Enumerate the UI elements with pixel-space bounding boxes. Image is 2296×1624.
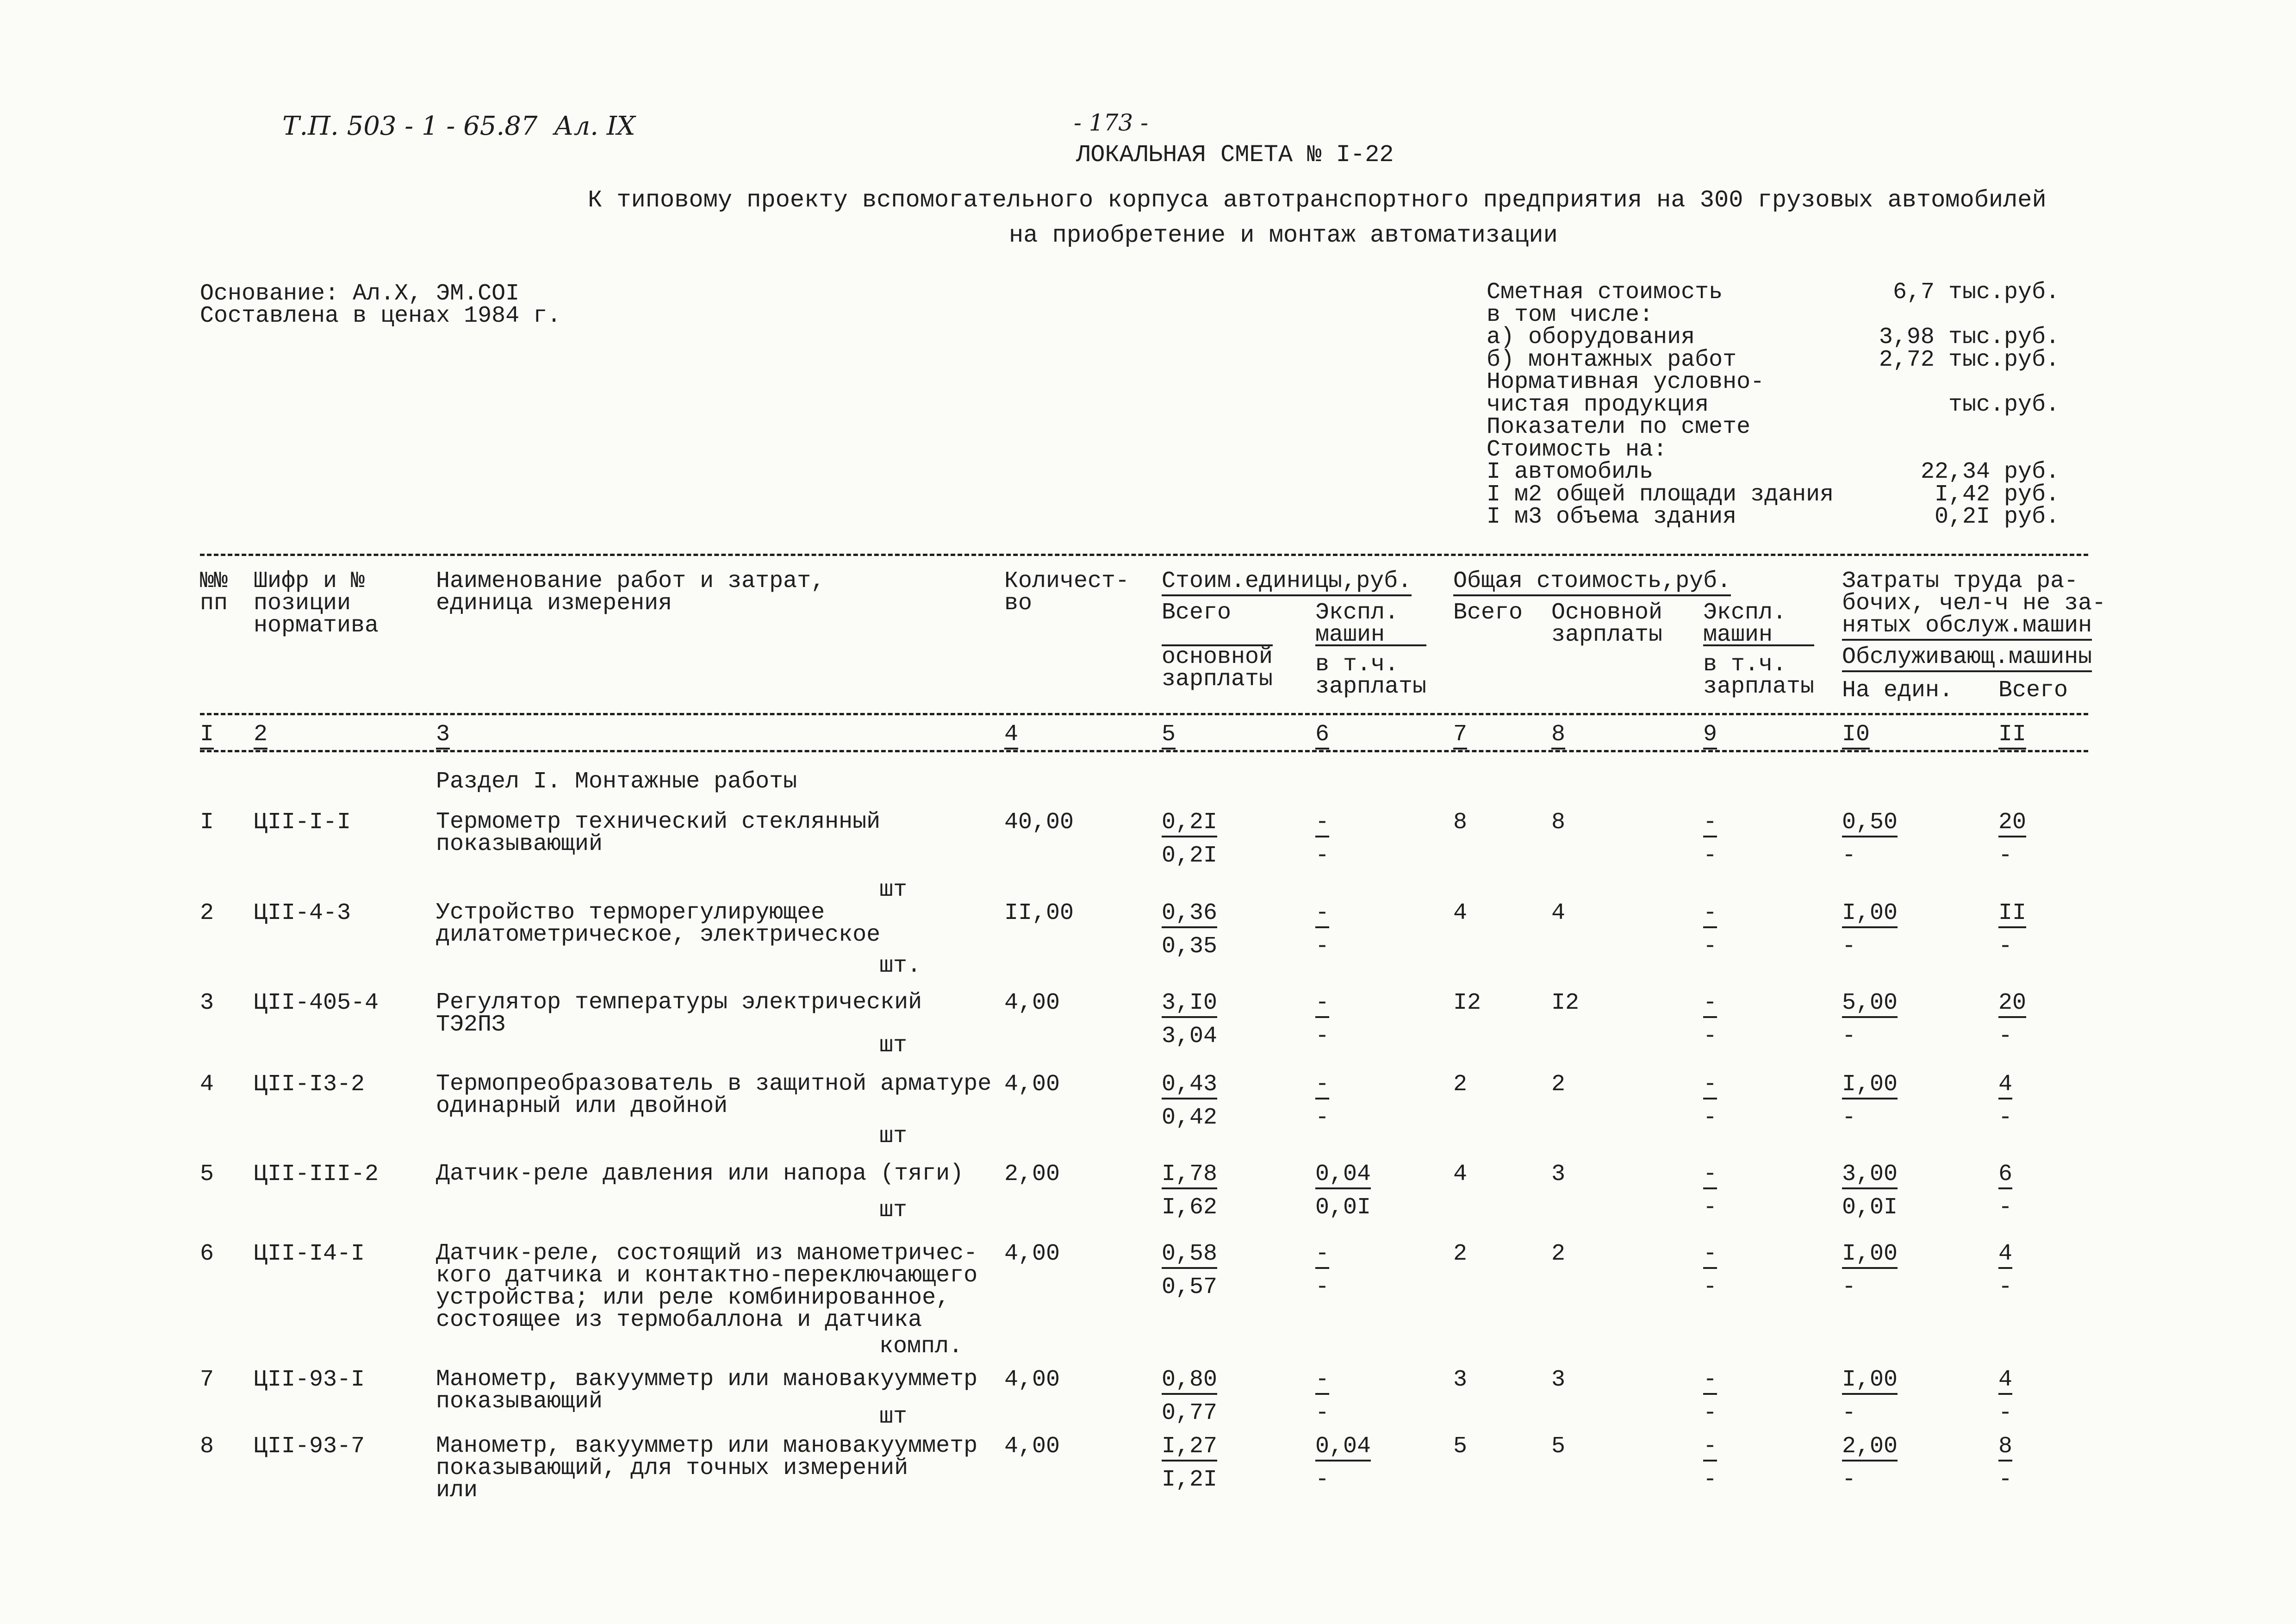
row-total-all: 5: [1453, 1433, 1468, 1460]
row-unit-total: [1162, 902, 1217, 925]
summary-value: 6,7 тыс.руб.: [1892, 279, 2060, 306]
row-unit-mach-value: -: [1315, 1071, 1329, 1099]
column-number-value: 9: [1703, 721, 1717, 750]
row-unit-total: [1162, 1073, 1217, 1096]
row-name: Регулятор температуры электрический ТЭ2ПЗ: [436, 989, 922, 1038]
page-title: ЛОКАЛЬНАЯ СМЕТА № I-22: [1076, 141, 1394, 169]
summary-label: Сметная стоимость: [1487, 279, 1723, 306]
row-labor-unit: [1842, 1163, 1898, 1186]
row-labor-total: [1998, 1073, 2012, 1096]
row-unit-total-value: 0,43: [1162, 1071, 1217, 1099]
row-labor-unit-2: -: [1842, 1023, 1856, 1049]
row-unit-mach-value: -: [1315, 900, 1329, 928]
column-number: [200, 723, 214, 746]
row-quantity: 4,00: [1004, 990, 1060, 1016]
row-total-mach-value: -: [1703, 900, 1717, 928]
column-number: [1162, 723, 1176, 746]
col-header-code: Шифр и № позиции норматива: [254, 568, 379, 639]
row-number: 7: [200, 1367, 214, 1393]
total-cost-title: Общая стоимость,руб.: [1453, 568, 1731, 596]
column-number: [1453, 723, 1467, 746]
row-labor-unit: [1842, 1073, 1898, 1096]
summary-label: I автомобиль: [1487, 459, 1654, 485]
section-title: Раздел I. Монтажные работы: [436, 768, 797, 795]
row-labor-total-2: -: [1998, 1023, 2013, 1049]
row-labor-total: [1998, 811, 2026, 834]
row-unit-base: I,2I: [1162, 1467, 1218, 1493]
header-bottom-rule: [200, 713, 2088, 715]
row-unit-base: 0,35: [1162, 933, 1218, 960]
row-labor-total-2: -: [1998, 1467, 2013, 1493]
row-labor-unit-2: -: [1842, 1274, 1856, 1300]
row-total-mach: [1703, 992, 1717, 1015]
row-total-mach: [1703, 811, 1717, 834]
column-number-rule: [200, 750, 2088, 752]
row-labor-unit-2: -: [1842, 1400, 1856, 1426]
unit-cost-title: Стоим.единицы,руб.: [1162, 568, 1412, 596]
summary-label: а) оборудования: [1487, 324, 1695, 350]
summary-label: Нормативная условно-: [1487, 369, 1765, 395]
row-unit-base: 0,77: [1162, 1400, 1218, 1426]
row-total-mach-value: -: [1703, 1071, 1717, 1099]
unit-rule-right: [1315, 644, 1426, 646]
row-unit-total: [1162, 1368, 1217, 1392]
row-total-mach-value: -: [1703, 1367, 1717, 1395]
summary-value: 3,98 тыс.руб.: [1879, 324, 2060, 350]
row-total-base: 8: [1551, 809, 1566, 836]
row-number: 6: [200, 1241, 214, 1267]
row-unit-total-value: 3,I0: [1162, 990, 1217, 1018]
summary-label: б) монтажных работ: [1487, 346, 1737, 373]
row-unit-total: [1162, 811, 1217, 834]
row-name: Манометр, вакуумметр или мановакуумметр показывающий, для точных измерений или: [436, 1433, 978, 1504]
row-total-base: 5: [1551, 1433, 1566, 1460]
row-labor-total-value: II: [1998, 900, 2026, 928]
row-total-mach: [1703, 1163, 1717, 1186]
row-total-mach-value: -: [1703, 1241, 1717, 1269]
row-labor-unit-2: 0,0I: [1842, 1194, 1898, 1221]
row-total-mach-wage: -: [1703, 843, 1717, 869]
row-name: Датчик-реле давления или напора (тяги): [436, 1161, 964, 1187]
row-labor-total-value: 4: [1998, 1241, 2012, 1269]
column-number: [436, 723, 450, 746]
row-number: 2: [200, 900, 214, 926]
row-labor-unit: [1842, 992, 1898, 1015]
row-unit-total: [1162, 1243, 1217, 1266]
row-code: ЦII-4-3: [254, 900, 351, 926]
page-number: - 173 -: [1074, 109, 1149, 136]
row-labor-total: [1998, 992, 2026, 1015]
row-total-mach-value: -: [1703, 809, 1717, 837]
row-unit: шт: [879, 877, 908, 903]
row-unit: компл.: [879, 1333, 963, 1360]
row-total-mach-value: -: [1703, 1161, 1717, 1189]
row-unit: шт: [879, 1032, 908, 1059]
row-code: ЦII-I3-2: [254, 1071, 365, 1098]
column-number-value: 2: [254, 721, 268, 750]
row-labor-unit-2: -: [1842, 1105, 1856, 1131]
row-code: ЦII-93-7: [254, 1433, 365, 1460]
row-total-base: 2: [1551, 1071, 1566, 1098]
row-unit-mach-wage: -: [1315, 1023, 1330, 1049]
summary-label: I м2 общей площади здания: [1487, 481, 1834, 508]
col-header-unit-cost: [1162, 570, 1412, 593]
row-labor-unit: [1842, 1368, 1898, 1392]
col-header-total-mach: Экспл. машин: [1703, 600, 1787, 648]
row-total-base: I2: [1551, 990, 1580, 1016]
row-total-mach-value: -: [1703, 990, 1717, 1018]
summary-value: 22,34 руб.: [1920, 459, 2060, 485]
row-unit-base: I,62: [1162, 1194, 1218, 1221]
row-labor-total: [1998, 1243, 2012, 1266]
row-total-mach-wage: -: [1703, 1105, 1717, 1131]
row-labor-total-2: -: [1998, 843, 2013, 869]
row-quantity: 4,00: [1004, 1367, 1060, 1393]
column-number-value: 7: [1453, 721, 1467, 750]
row-number: 5: [200, 1161, 214, 1187]
row-unit-total-value: 0,80: [1162, 1367, 1217, 1395]
column-number: [1703, 723, 1717, 746]
row-name: Датчик-реле, состоящий из манометричес- кого датчика и контактно-переключающего устройства; или реле комбинированное, состоящее из термобаллона и датчика: [436, 1240, 978, 1333]
col-header-unit-base: основной зарплаты: [1162, 644, 1273, 693]
col-header-total-cost: [1453, 570, 1731, 593]
row-unit-mach: [1315, 902, 1329, 925]
row-unit-total: [1162, 1435, 1217, 1458]
row-unit-base: 0,42: [1162, 1105, 1218, 1131]
row-total-all: 3: [1453, 1367, 1468, 1393]
row-unit-mach: [1315, 1368, 1329, 1392]
row-total-mach: [1703, 1368, 1717, 1392]
row-total-all: I2: [1453, 990, 1481, 1016]
row-labor-total: [1998, 1368, 2012, 1392]
column-number-value: II: [1998, 721, 2026, 750]
row-labor-total-2: -: [1998, 933, 2013, 960]
row-number: I: [200, 809, 214, 836]
row-labor-unit: [1842, 811, 1898, 834]
row-number: 3: [200, 990, 214, 1016]
row-unit-mach: [1315, 1073, 1329, 1096]
row-labor-unit: [1842, 1243, 1898, 1266]
column-number-value: 5: [1162, 721, 1176, 750]
row-labor-total-value: 20: [1998, 990, 2026, 1018]
row-labor-unit: [1842, 1435, 1898, 1458]
row-labor-total-value: 8: [1998, 1433, 2012, 1462]
row-labor-total-2: -: [1998, 1274, 2013, 1300]
row-quantity: 4,00: [1004, 1433, 1060, 1460]
col-header-labor-2: бочих, чел-ч не за-: [1842, 590, 2106, 617]
row-unit-total-value: I,27: [1162, 1433, 1217, 1462]
row-unit-total-value: 0,36: [1162, 900, 1217, 928]
row-labor-unit-value: 2,00: [1842, 1433, 1898, 1462]
row-quantity: 4,00: [1004, 1071, 1060, 1098]
column-number: [1551, 723, 1565, 746]
summary-label: Показатели по смете: [1487, 414, 1751, 440]
prices-line: Составлена в ценах 1984 г.: [200, 303, 561, 329]
col-header-name: Наименование работ и затрат, единица измерения: [436, 568, 825, 617]
total-mach-rule: [1703, 644, 1814, 646]
row-total-all: 8: [1453, 809, 1468, 836]
summary-value: I,42 руб.: [1934, 481, 2060, 508]
row-total-mach-wage: -: [1703, 1023, 1717, 1049]
column-number: [1004, 723, 1018, 746]
column-number: [1315, 723, 1329, 746]
row-labor-unit-2: -: [1842, 933, 1856, 960]
column-number-value: 4: [1004, 721, 1018, 750]
col-header-per-unit: На един.: [1842, 677, 1954, 704]
column-number: [1842, 723, 1870, 746]
subtitle-line-2: на приобретение и монтаж автоматизации: [1009, 222, 1558, 249]
row-labor-unit-value: I,00: [1842, 1367, 1898, 1395]
row-total-all: 4: [1453, 1161, 1468, 1187]
row-labor-unit-value: I,00: [1842, 900, 1898, 928]
row-name: Манометр, вакуумметр или мановакуумметр показывающий: [436, 1366, 978, 1415]
row-unit-mach-value: -: [1315, 990, 1329, 1018]
col-header-labor-3: [1842, 612, 2092, 639]
column-number: [1998, 723, 2026, 746]
row-unit-base: 0,2I: [1162, 843, 1218, 869]
row-unit-mach-value: -: [1315, 1241, 1329, 1269]
row-unit: шт: [879, 1404, 908, 1430]
row-unit: шт: [879, 1123, 908, 1149]
row-labor-total-2: -: [1998, 1105, 2013, 1131]
row-name: Устройство терморегулирующее дилатометрическое, электрическое: [436, 899, 881, 948]
row-code: ЦII-I-I: [254, 809, 351, 836]
row-labor-unit-value: 3,00: [1842, 1161, 1898, 1189]
row-total-all: 2: [1453, 1241, 1468, 1267]
labor-line-4: Обслуживающ.машины: [1842, 644, 2092, 672]
row-name: Термометр технический стеклянный показывающий: [436, 809, 881, 857]
col-header-labor-4: [1842, 646, 2092, 668]
row-total-mach: [1703, 1243, 1717, 1266]
summary-label: Стоимость на:: [1487, 436, 1668, 463]
row-labor-total-2: -: [1998, 1400, 2013, 1426]
row-labor-total-value: 4: [1998, 1367, 2012, 1395]
column-number: [254, 723, 268, 746]
row-unit-mach: [1315, 1163, 1371, 1186]
column-number-value: 6: [1315, 721, 1329, 750]
row-total-mach: [1703, 1435, 1717, 1458]
row-unit-mach-wage: -: [1315, 843, 1330, 869]
row-unit-mach-wage: -: [1315, 1105, 1330, 1131]
document-stamp: Т.П. 503 - 1 - 65.87 Ал. IХ: [282, 111, 635, 141]
column-number-value: I: [200, 721, 214, 750]
row-unit-mach-value: -: [1315, 809, 1329, 837]
row-unit-mach-wage: -: [1315, 1400, 1330, 1426]
row-total-mach-wage: -: [1703, 1467, 1717, 1493]
row-total-all: 4: [1453, 900, 1468, 926]
col-header-total-all: Всего: [1453, 600, 1523, 626]
unit-rule-left: [1162, 644, 1273, 646]
row-labor-unit-value: 5,00: [1842, 990, 1898, 1018]
row-labor-unit-value: I,00: [1842, 1241, 1898, 1269]
row-unit-total-value: I,78: [1162, 1161, 1217, 1189]
column-number-value: 3: [436, 721, 450, 750]
row-quantity: 40,00: [1004, 809, 1074, 836]
row-quantity: II,00: [1004, 900, 1074, 926]
row-unit-total: [1162, 992, 1217, 1015]
row-total-mach: [1703, 1073, 1717, 1096]
row-total-base: 4: [1551, 900, 1566, 926]
row-labor-unit-2: -: [1842, 1467, 1856, 1493]
row-labor-total: [1998, 1435, 2012, 1458]
row-total-mach-wage: -: [1703, 1274, 1717, 1300]
row-unit-mach-value: -: [1315, 1367, 1329, 1395]
row-total-mach-wage: -: [1703, 933, 1717, 960]
row-unit-mach: [1315, 992, 1329, 1015]
row-quantity: 4,00: [1004, 1241, 1060, 1267]
row-unit-mach-wage: 0,0I: [1315, 1194, 1371, 1221]
basis-line: Основание: Ал.Х, ЭМ.СОI: [200, 281, 520, 307]
row-unit-total: [1162, 1163, 1217, 1186]
row-unit-mach-value: 0,04: [1315, 1161, 1371, 1189]
row-code: ЦII-93-I: [254, 1367, 365, 1393]
col-header-number: №№ пп: [200, 568, 228, 617]
row-labor-unit: [1842, 902, 1898, 925]
col-header-labor-total: Всего: [1998, 677, 2068, 704]
row-labor-total-value: 6: [1998, 1161, 2012, 1189]
row-code: ЦII-III-2: [254, 1161, 379, 1187]
row-unit: шт.: [879, 953, 921, 979]
row-labor-total-value: 20: [1998, 809, 2026, 837]
row-unit-mach: [1315, 1243, 1329, 1266]
row-unit-total-value: 0,58: [1162, 1241, 1217, 1269]
row-unit-mach: [1315, 1435, 1371, 1458]
col-header-total-mach-wage: в т.ч. зарплаты: [1703, 651, 1815, 700]
row-code: ЦII-405-4: [254, 990, 379, 1016]
summary-value: 2,72 тыс.руб.: [1879, 346, 2060, 373]
row-total-mach: [1703, 902, 1717, 925]
summary-label: чистая продукция: [1487, 391, 1709, 418]
row-labor-total: [1998, 1163, 2012, 1186]
row-unit-mach-wage: -: [1315, 1467, 1330, 1493]
row-unit: шт: [879, 1197, 908, 1224]
col-header-total-base: Основной зарплаты: [1551, 600, 1663, 648]
row-number: 8: [200, 1433, 214, 1460]
row-labor-total: [1998, 902, 2026, 925]
summary-value: тыс.руб.: [1948, 391, 2060, 418]
row-code: ЦII-I4-I: [254, 1241, 365, 1267]
row-quantity: 2,00: [1004, 1161, 1060, 1187]
header-top-rule: [200, 554, 2088, 556]
row-labor-unit-2: -: [1842, 843, 1856, 869]
row-unit-total-value: 0,2I: [1162, 809, 1217, 837]
col-header-unit-total: Всего: [1162, 600, 1232, 626]
row-total-mach-wage: -: [1703, 1194, 1717, 1221]
row-labor-total-value: 4: [1998, 1071, 2012, 1099]
row-total-mach-value: -: [1703, 1433, 1717, 1462]
row-unit-mach-wage: -: [1315, 933, 1330, 960]
row-total-all: 2: [1453, 1071, 1468, 1098]
col-header-labor-1: Затраты труда ра-: [1842, 568, 2078, 594]
col-header-quantity: Количест- во: [1004, 568, 1130, 617]
column-number-value: I0: [1842, 721, 1870, 750]
row-total-base: 3: [1551, 1161, 1566, 1187]
row-total-base: 2: [1551, 1241, 1566, 1267]
row-unit-base: 0,57: [1162, 1274, 1218, 1300]
summary-label: I м3 объема здания: [1487, 504, 1737, 530]
col-header-unit-mach: Экспл. машин: [1315, 600, 1399, 648]
row-name: Термопреобразователь в защитной арматуре одинарный или двойной: [436, 1071, 992, 1119]
col-header-unit-mach-wage: в т.ч. зарплаты: [1315, 651, 1427, 700]
row-number: 4: [200, 1071, 214, 1098]
row-labor-unit-value: I,00: [1842, 1071, 1898, 1099]
row-unit-mach-wage: -: [1315, 1274, 1330, 1300]
row-unit-mach: [1315, 811, 1329, 834]
summary-value: 0,2I руб.: [1934, 504, 2060, 530]
row-labor-unit-value: 0,50: [1842, 809, 1898, 837]
row-unit-mach-value: 0,04: [1315, 1433, 1371, 1462]
column-number-value: 8: [1551, 721, 1565, 750]
labor-line-3: нятых обслуж.машин: [1842, 612, 2092, 641]
row-labor-total-2: -: [1998, 1194, 2013, 1221]
row-unit-base: 3,04: [1162, 1023, 1218, 1049]
row-total-base: 3: [1551, 1367, 1566, 1393]
subtitle-line-1: К типовому проекту вспомогательного корпуса автотранспортного предприятия на 300 грузовых автомобилей: [588, 187, 2047, 214]
summary-label: в том числе:: [1487, 301, 1654, 328]
row-total-mach-wage: -: [1703, 1400, 1717, 1426]
